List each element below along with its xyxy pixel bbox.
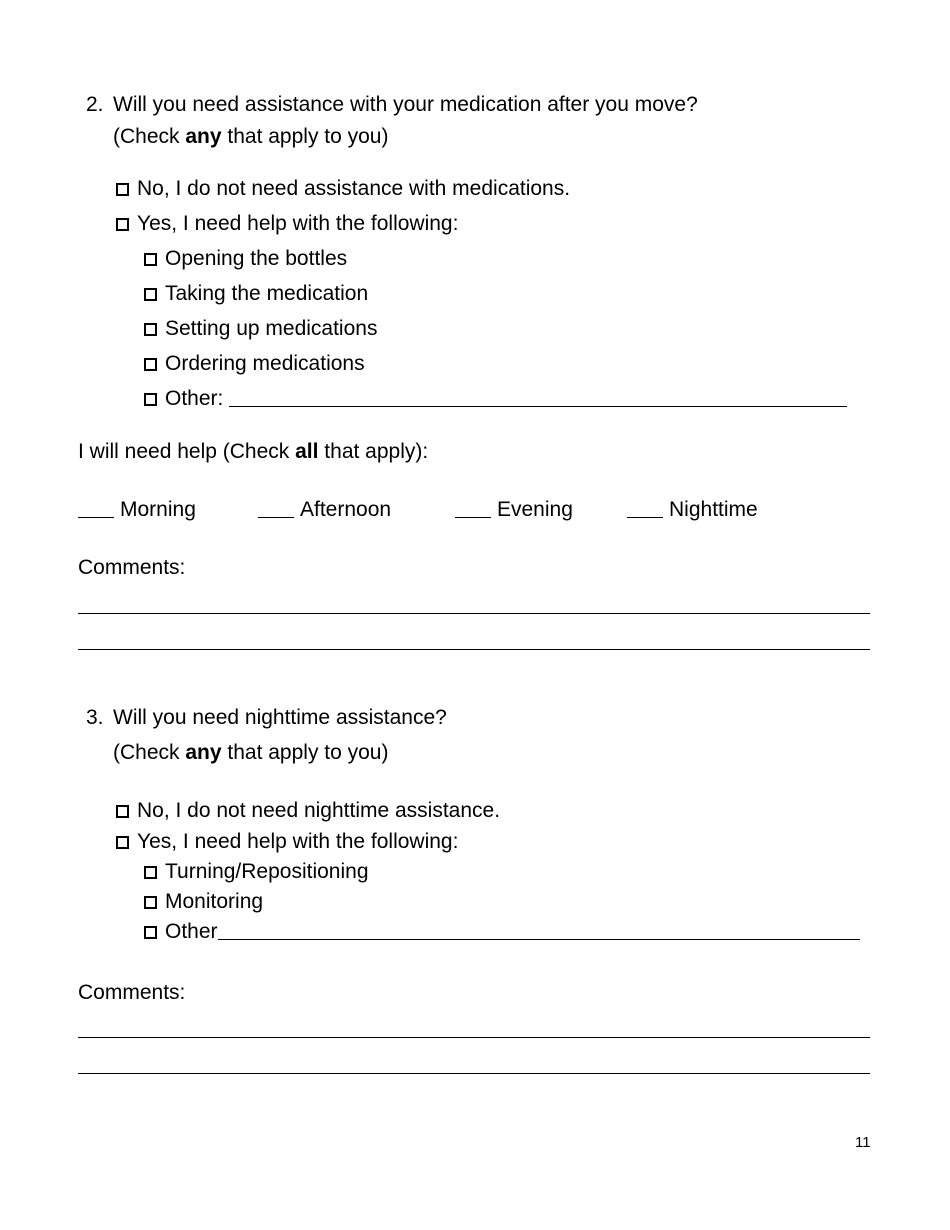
q2-instruction-post: that apply to you) bbox=[221, 125, 389, 148]
q3-sub-other[interactable] bbox=[144, 921, 860, 942]
q2-sub-other-label: Other: bbox=[165, 387, 224, 410]
q2-other-blank[interactable] bbox=[229, 406, 847, 407]
q3-sub-turning[interactable] bbox=[144, 861, 369, 882]
time-evening-label: Evening bbox=[497, 498, 573, 521]
q2-instruction bbox=[113, 126, 388, 147]
time-nighttime[interactable] bbox=[627, 499, 758, 520]
time-nighttime-label: Nighttime bbox=[669, 498, 758, 521]
q3-comment-line-2[interactable] bbox=[78, 1073, 870, 1074]
q2-number: 2. bbox=[86, 93, 104, 116]
checkbox[interactable] bbox=[116, 183, 129, 196]
q2-help-bold: all bbox=[295, 440, 319, 463]
checkbox[interactable] bbox=[116, 836, 129, 849]
q2-sub-setting-label: Setting up medications bbox=[165, 317, 378, 340]
blank-morning[interactable] bbox=[78, 517, 114, 518]
q2-instruction-pre: (Check bbox=[113, 125, 186, 148]
q2-sub-taking[interactable] bbox=[144, 283, 368, 304]
time-afternoon[interactable] bbox=[258, 499, 391, 520]
q2-instruction-bold: any bbox=[185, 125, 222, 148]
page-number: 11 bbox=[855, 1134, 871, 1151]
q3-instruction-post: that apply to you) bbox=[221, 741, 389, 764]
q3-sub-monitoring-label: Monitoring bbox=[165, 890, 264, 913]
q3-comment-line-1[interactable] bbox=[78, 1037, 870, 1038]
q3-instruction-pre: (Check bbox=[113, 741, 186, 764]
checkbox[interactable] bbox=[116, 805, 129, 818]
q2-option-yes-label: Yes, I need help with the following: bbox=[137, 212, 459, 235]
checkbox[interactable] bbox=[144, 393, 157, 406]
time-evening[interactable] bbox=[455, 499, 573, 520]
checkbox[interactable] bbox=[144, 323, 157, 336]
checkbox[interactable] bbox=[116, 218, 129, 231]
q3-option-yes[interactable] bbox=[116, 831, 458, 852]
checkbox[interactable] bbox=[144, 253, 157, 266]
q3-option-no-label: No, I do not need nighttime assistance. bbox=[137, 799, 501, 822]
q3-other-blank[interactable] bbox=[218, 939, 860, 940]
blank-afternoon[interactable] bbox=[258, 517, 294, 518]
checkbox[interactable] bbox=[144, 926, 157, 939]
q2-comments-label: Comments: bbox=[78, 556, 186, 579]
q3-number: 3. bbox=[86, 706, 104, 729]
q3-instruction bbox=[113, 742, 388, 763]
checkbox[interactable] bbox=[144, 896, 157, 909]
q3-question: Will you need nighttime assistance? bbox=[113, 706, 447, 729]
q2-option-no-label: No, I do not need assistance with medications. bbox=[137, 177, 571, 200]
q2-help-pre: I will need help (Check bbox=[78, 440, 296, 463]
time-morning[interactable] bbox=[78, 499, 196, 520]
q2-sub-taking-label: Taking the medication bbox=[165, 282, 369, 305]
time-morning-label: Morning bbox=[120, 498, 196, 521]
q3-sub-other-label: Other bbox=[165, 920, 218, 943]
checkbox[interactable] bbox=[144, 866, 157, 879]
q3-option-yes-label: Yes, I need help with the following: bbox=[137, 830, 459, 853]
q2-sub-opening-label: Opening the bottles bbox=[165, 247, 348, 270]
q3-option-no[interactable] bbox=[116, 800, 500, 821]
q2-sub-other[interactable] bbox=[144, 388, 847, 409]
blank-nighttime[interactable] bbox=[627, 517, 663, 518]
q2-sub-setting[interactable] bbox=[144, 318, 377, 339]
q2-sub-ordering-label: Ordering medications bbox=[165, 352, 365, 375]
time-afternoon-label: Afternoon bbox=[300, 498, 392, 521]
checkbox[interactable] bbox=[144, 358, 157, 371]
q3-sub-turning-label: Turning/Repositioning bbox=[165, 860, 369, 883]
q2-option-yes[interactable] bbox=[116, 213, 458, 234]
q2-option-no[interactable] bbox=[116, 178, 570, 199]
q2-help-label bbox=[78, 441, 428, 462]
q3-instruction-bold: any bbox=[185, 741, 222, 764]
q2-sub-opening[interactable] bbox=[144, 248, 347, 269]
q2-help-post: that apply): bbox=[318, 440, 429, 463]
q2-comment-line-1[interactable] bbox=[78, 613, 870, 614]
checkbox[interactable] bbox=[144, 288, 157, 301]
q3-sub-monitoring[interactable] bbox=[144, 891, 263, 912]
q2-sub-ordering[interactable] bbox=[144, 353, 365, 374]
q2-comment-line-2[interactable] bbox=[78, 649, 870, 650]
q2-question: Will you need assistance with your medication after you move? bbox=[113, 93, 698, 116]
blank-evening[interactable] bbox=[455, 517, 491, 518]
q3-comments-label: Comments: bbox=[78, 981, 186, 1004]
